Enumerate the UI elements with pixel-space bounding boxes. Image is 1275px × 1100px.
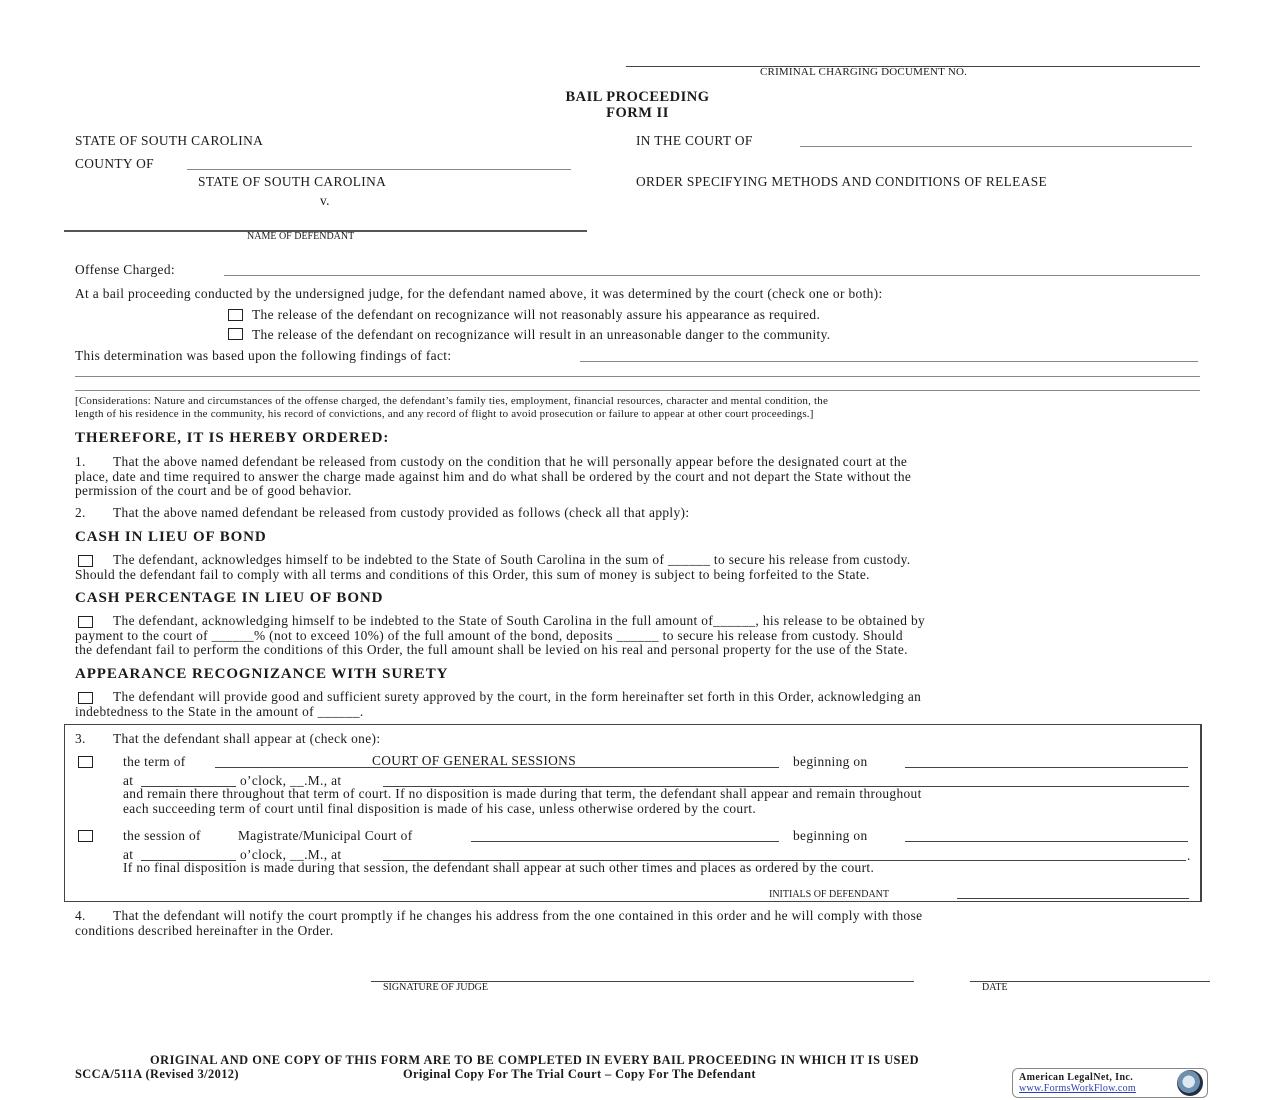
order-item-1 — [75, 455, 911, 499]
term-line2: each succeeding term of court until final disposition is made of his case, unless otherwise ordered by the court. — [123, 800, 757, 816]
term-court-value[interactable]: COURT OF GENERAL SESSIONS — [372, 753, 576, 768]
form-title-line1: BAIL PROCEEDING — [565, 89, 710, 105]
findings-label: This determination was based upon the following findings of fact: — [75, 348, 452, 363]
cash-percentage-line2: payment to the court of ______% (not to exceed 10%) of the full amount of the bond, deposits ______ to secure his release from custody. Should — [75, 627, 903, 643]
community-danger-label: The release of the defendant on recognizance will result in an unreasonable danger to the community. — [252, 327, 831, 342]
form-id: SCCA/511A (Revised 3/2012) — [75, 1067, 239, 1081]
determination-intro: At a bail proceeding conducted by the undersigned judge, for the defendant named above, it was determined by the court (check one or both): — [75, 286, 883, 301]
session-beginning-label: beginning on — [793, 828, 868, 843]
surety-heading: APPEARANCE RECOGNIZANCE WITH SURETY — [75, 666, 449, 682]
surety-line1: The defendant will provide good and sufficient surety approved by the court, in the form hereinafter set forth in this Order, acknowledging an — [113, 689, 922, 704]
offense-charged-label: Offense Charged: — [75, 262, 175, 277]
initials-label: INITIALS OF DEFENDANT — [769, 889, 889, 900]
item-4-number: 4. — [75, 908, 86, 923]
term-beginning-label: beginning on — [793, 754, 868, 769]
cash-bond-line2: Should the defendant fail to comply with all terms and conditions of this Order, this sum of money is subject to being forfeited to the State. — [75, 566, 870, 582]
findings-field-line3[interactable] — [75, 390, 1200, 391]
item-2-text: That the above named defendant be released from custody provided as follows (check all that apply): — [113, 505, 690, 520]
cash-percentage-text — [75, 614, 925, 658]
judge-signature-label: SIGNATURE OF JUDGE — [383, 982, 489, 993]
court-label: IN THE COURT OF — [636, 133, 753, 148]
session-oclock-label: o’clock, __.M., at — [240, 847, 342, 862]
date-label: DATE — [982, 982, 1008, 993]
order-item-4 — [75, 909, 922, 938]
session-conditions: If no final disposition is made during that session, the defendant shall appear at such other times and places as ordered by the court. — [123, 860, 875, 875]
county-field[interactable] — [187, 169, 571, 170]
considerations-line1: [Considerations: Nature and circumstances of the offense charged, the defendant’s family ties, employment, financial resources, character and mental condition, the — [75, 395, 829, 407]
cash-percentage-line1: The defendant, acknowledging himself to be indebted to the State of South Carolina in the full amount of______, his release to be obtained by — [113, 613, 926, 628]
item-3-number: 3. — [75, 731, 86, 746]
footer-notice: ORIGINAL AND ONE COPY OF THIS FORM ARE TO BE COMPLETED IN EVERY BAIL PROCEEDING IN WHICH IT IS USED — [150, 1053, 920, 1067]
logo-url-link[interactable]: www.FormsWorkFlow.com — [1019, 1083, 1136, 1094]
term-of-court-checkbox[interactable] — [78, 756, 93, 768]
term-line1: and remain there throughout that term of court. If no disposition is made during that term, the defendant shall appear and remain throughout — [123, 786, 922, 801]
findings-field-line2[interactable] — [75, 376, 1200, 377]
offense-charged-field[interactable] — [224, 275, 1200, 276]
term-conditions — [123, 787, 922, 816]
item-1-line2: place, date and time required to answer the charge made against him and do what shall be ordered by the court and not depart the State without the — [75, 468, 912, 484]
logo-company: American LegalNet, Inc. — [1019, 1072, 1134, 1083]
considerations-line2: length of his residence in the community, his record of convictions, and any record of flight to avoid prosecution or failure to appear at other court proceedings.] — [75, 408, 814, 420]
session-beginning-date-field[interactable] — [905, 841, 1188, 842]
order-heading: THEREFORE, IT IS HEREBY ORDERED: — [75, 430, 390, 446]
session-court-label: Magistrate/Municipal Court of — [238, 828, 413, 843]
globe-icon — [1177, 1070, 1203, 1096]
item-4-line1: That the defendant will notify the court promptly if he changes his address from the one contained in this order and he will comply with those — [113, 908, 923, 923]
appearance-not-assured-label: The release of the defendant on recognizance will not reasonably assure his appearance as required. — [252, 307, 821, 322]
surety-text — [75, 690, 921, 719]
cash-bond-line1: The defendant, acknowledges himself to be indebted to the State of South Carolina in the sum of ______ to secure his release from custody. — [113, 552, 911, 567]
american-legalnet-logo[interactable] — [1012, 1068, 1208, 1098]
cash-bond-heading: CASH IN LIEU OF BOND — [75, 529, 267, 545]
item-2-number: 2. — [75, 505, 86, 520]
copy-distribution: Original Copy For The Trial Court – Copy For The Defendant — [403, 1067, 756, 1081]
cash-percentage-line3: the defendant fail to perform the conditions of this Order, the full amount shall be levied on his real and personal property for the use of the State. — [75, 642, 908, 658]
caption-state: STATE OF SOUTH CAROLINA — [198, 174, 387, 189]
cash-percentage-heading: CASH PERCENTAGE IN LIEU OF BOND — [75, 590, 384, 606]
term-of-label: the term of — [123, 754, 186, 769]
session-at-label: at — [123, 847, 134, 862]
county-label: COUNTY OF — [75, 156, 154, 171]
state-label: STATE OF SOUTH CAROLINA — [75, 133, 264, 148]
session-court-field[interactable] — [471, 841, 779, 842]
caption-versus: v. — [320, 193, 330, 208]
community-danger-checkbox[interactable] — [228, 328, 243, 340]
item-4-line2: conditions described hereinafter in the Order. — [75, 922, 334, 938]
appearance-not-assured-checkbox[interactable] — [228, 309, 243, 321]
surety-line2: indebtedness to the State in the amount of ______. — [75, 703, 364, 719]
item-1-line1: That the above named defendant be released from custody on the condition that he will personally appear before the designated court at the — [113, 454, 908, 469]
session-period: . — [1187, 848, 1191, 863]
findings-field-line1[interactable] — [580, 361, 1198, 362]
term-beginning-date-field[interactable] — [905, 767, 1188, 768]
order-item-2 — [75, 506, 689, 521]
defendant-name-label: NAME OF DEFENDANT — [247, 231, 355, 242]
item-1-line3: permission of the court and be of good behavior. — [75, 483, 352, 499]
item-3-text: That the defendant shall appear at (check one): — [113, 731, 381, 746]
session-of-court-checkbox[interactable] — [78, 830, 93, 842]
cash-bond-text — [75, 553, 911, 582]
initials-field[interactable] — [957, 898, 1189, 899]
term-at-label: at — [123, 773, 134, 788]
order-item-3 — [75, 732, 380, 747]
form-title — [500, 89, 775, 121]
charging-document-label: CRIMINAL CHARGING DOCUMENT NO. — [760, 66, 968, 78]
term-oclock-label: o’clock, __.M., at — [240, 773, 342, 788]
item-1-number: 1. — [75, 454, 86, 469]
session-of-label: the session of — [123, 828, 201, 843]
form-title-line2: FORM II — [606, 105, 669, 121]
court-field[interactable] — [800, 146, 1192, 147]
order-title: ORDER SPECIFYING METHODS AND CONDITIONS OF RELEASE — [636, 174, 1048, 189]
